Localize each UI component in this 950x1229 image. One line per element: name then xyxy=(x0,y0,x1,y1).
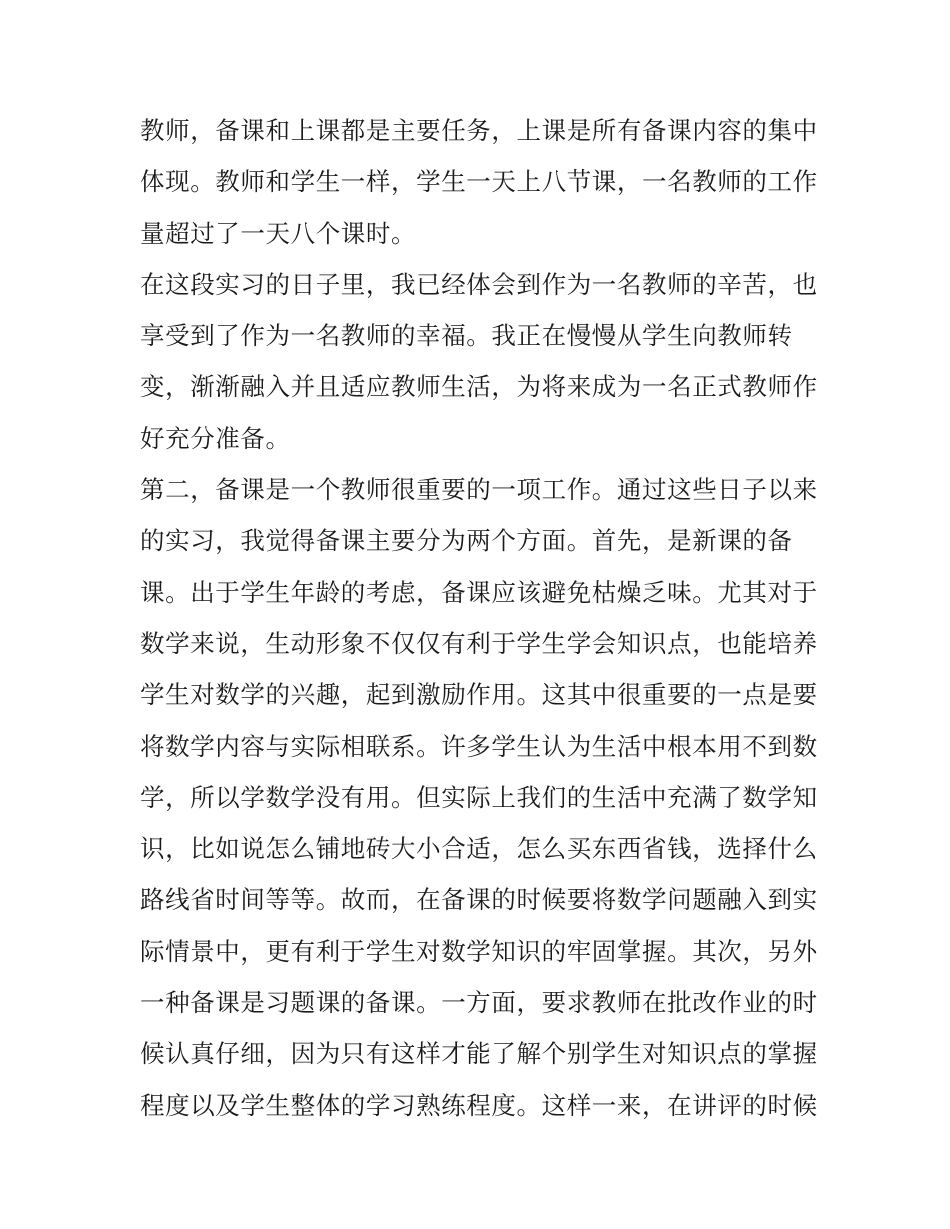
text-line: 学生对数学的兴趣，起到激励作用。这其中很重要的一点是要 xyxy=(140,680,818,710)
text-line: 在这段实习的日子里，我已经体会到作为一名教师的辛苦，也 xyxy=(140,269,818,299)
text-line: 量超过了一天八个课时。 xyxy=(140,218,417,248)
text-line: 将数学内容与实际相联系。许多学生认为生活中根本用不到数 xyxy=(140,731,818,761)
text-line: 数学来说，生动形象不仅仅有利于学生学会知识点，也能培养 xyxy=(140,628,818,658)
text-line: 学，所以学数学没有用。但实际上我们的生活中充满了数学知 xyxy=(140,782,818,812)
text-line: 体现。教师和学生一样，学生一天上八节课，一名教师的工作 xyxy=(140,167,818,197)
text-line: 好充分准备。 xyxy=(140,423,291,453)
text-line: 享受到了作为一名教师的幸福。我正在慢慢从学生向教师转 xyxy=(140,321,793,351)
body-text xyxy=(140,105,820,1131)
text-line: 第二，备课是一个教师很重要的一项工作。通过这些日子以来 xyxy=(140,475,818,505)
text-line: 的实习，我觉得备课主要分为两个方面。首先，是新课的备 xyxy=(140,526,793,556)
text-line: 路线省时间等等。故而，在备课的时候要将数学问题融入到实 xyxy=(140,885,818,915)
text-line: 教师，备课和上课都是主要任务，上课是所有备课内容的集中 xyxy=(140,116,818,145)
text-line: 课。出于学生年龄的考虑，备课应该避免枯燥乏味。尤其对于 xyxy=(140,577,818,607)
text-line: 变，渐渐融入并且适应教师生活，为将来成为一名正式教师作 xyxy=(140,372,818,402)
text-line: 一种备课是习题课的备课。一方面，要求教师在批改作业的时 xyxy=(140,988,818,1018)
text-line: 际情景中，更有利于学生对数学知识的牢固掌握。其次，另外 xyxy=(140,936,818,966)
text-line: 程度以及学生整体的学习熟练程度。这样一来，在讲评的时候 xyxy=(140,1090,818,1120)
text-line: 候认真仔细，因为只有这样才能了解个别学生对知识点的掌握 xyxy=(140,1039,818,1069)
text-line: 识，比如说怎么铺地砖大小合适，怎么买东西省钱，选择什么 xyxy=(140,834,818,864)
